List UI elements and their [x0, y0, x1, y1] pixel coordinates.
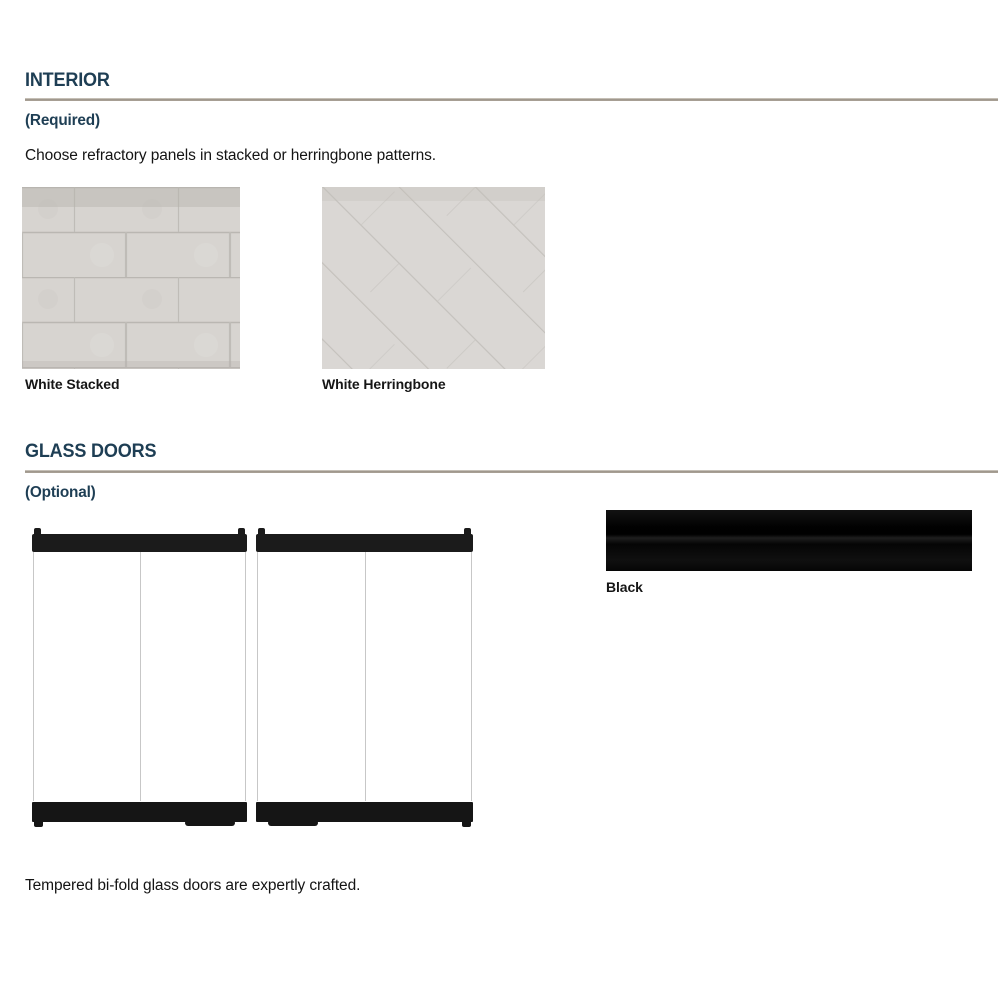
- glass-fold-line: [140, 552, 141, 801]
- glass-edge-line: [471, 552, 472, 801]
- interior-section-heading: INTERIOR: [25, 70, 110, 91]
- door-handle: [185, 820, 235, 826]
- glass-edge-line: [33, 552, 34, 801]
- interior-qualifier: (Required): [25, 112, 100, 129]
- glass-door-left-panel: [32, 528, 247, 828]
- black-finish-label: Black: [606, 579, 643, 595]
- white-stacked-label: White Stacked: [25, 376, 120, 392]
- black-finish-swatch-image: [606, 510, 972, 571]
- glass-door-right-panel: [256, 528, 473, 828]
- glass-edge-line: [245, 552, 246, 801]
- door-bottom-frame: [256, 802, 473, 822]
- door-top-frame: [256, 534, 473, 552]
- glass-fold-line: [365, 552, 366, 801]
- glass-doors-section-divider: [25, 470, 998, 473]
- glass-edge-line: [257, 552, 258, 801]
- door-bottom-frame: [32, 802, 247, 822]
- white-herringbone-swatch-image: [322, 187, 545, 369]
- door-foot: [34, 821, 43, 827]
- door-foot: [462, 821, 471, 827]
- interior-section-divider: [25, 98, 998, 101]
- white-stacked-swatch-image: [22, 187, 240, 369]
- glass-doors-description: Tempered bi-fold glass doors are expertly crafted.: [25, 877, 361, 894]
- glass-doors-section-heading: GLASS DOORS: [25, 441, 157, 462]
- door-handle: [268, 820, 318, 826]
- white-herringbone-label: White Herringbone: [322, 376, 446, 392]
- bifold-glass-doors-image: [32, 528, 473, 828]
- interior-description: Choose refractory panels in stacked or herringbone patterns.: [25, 147, 437, 164]
- glass-doors-qualifier: (Optional): [25, 484, 96, 501]
- door-top-frame: [32, 534, 247, 552]
